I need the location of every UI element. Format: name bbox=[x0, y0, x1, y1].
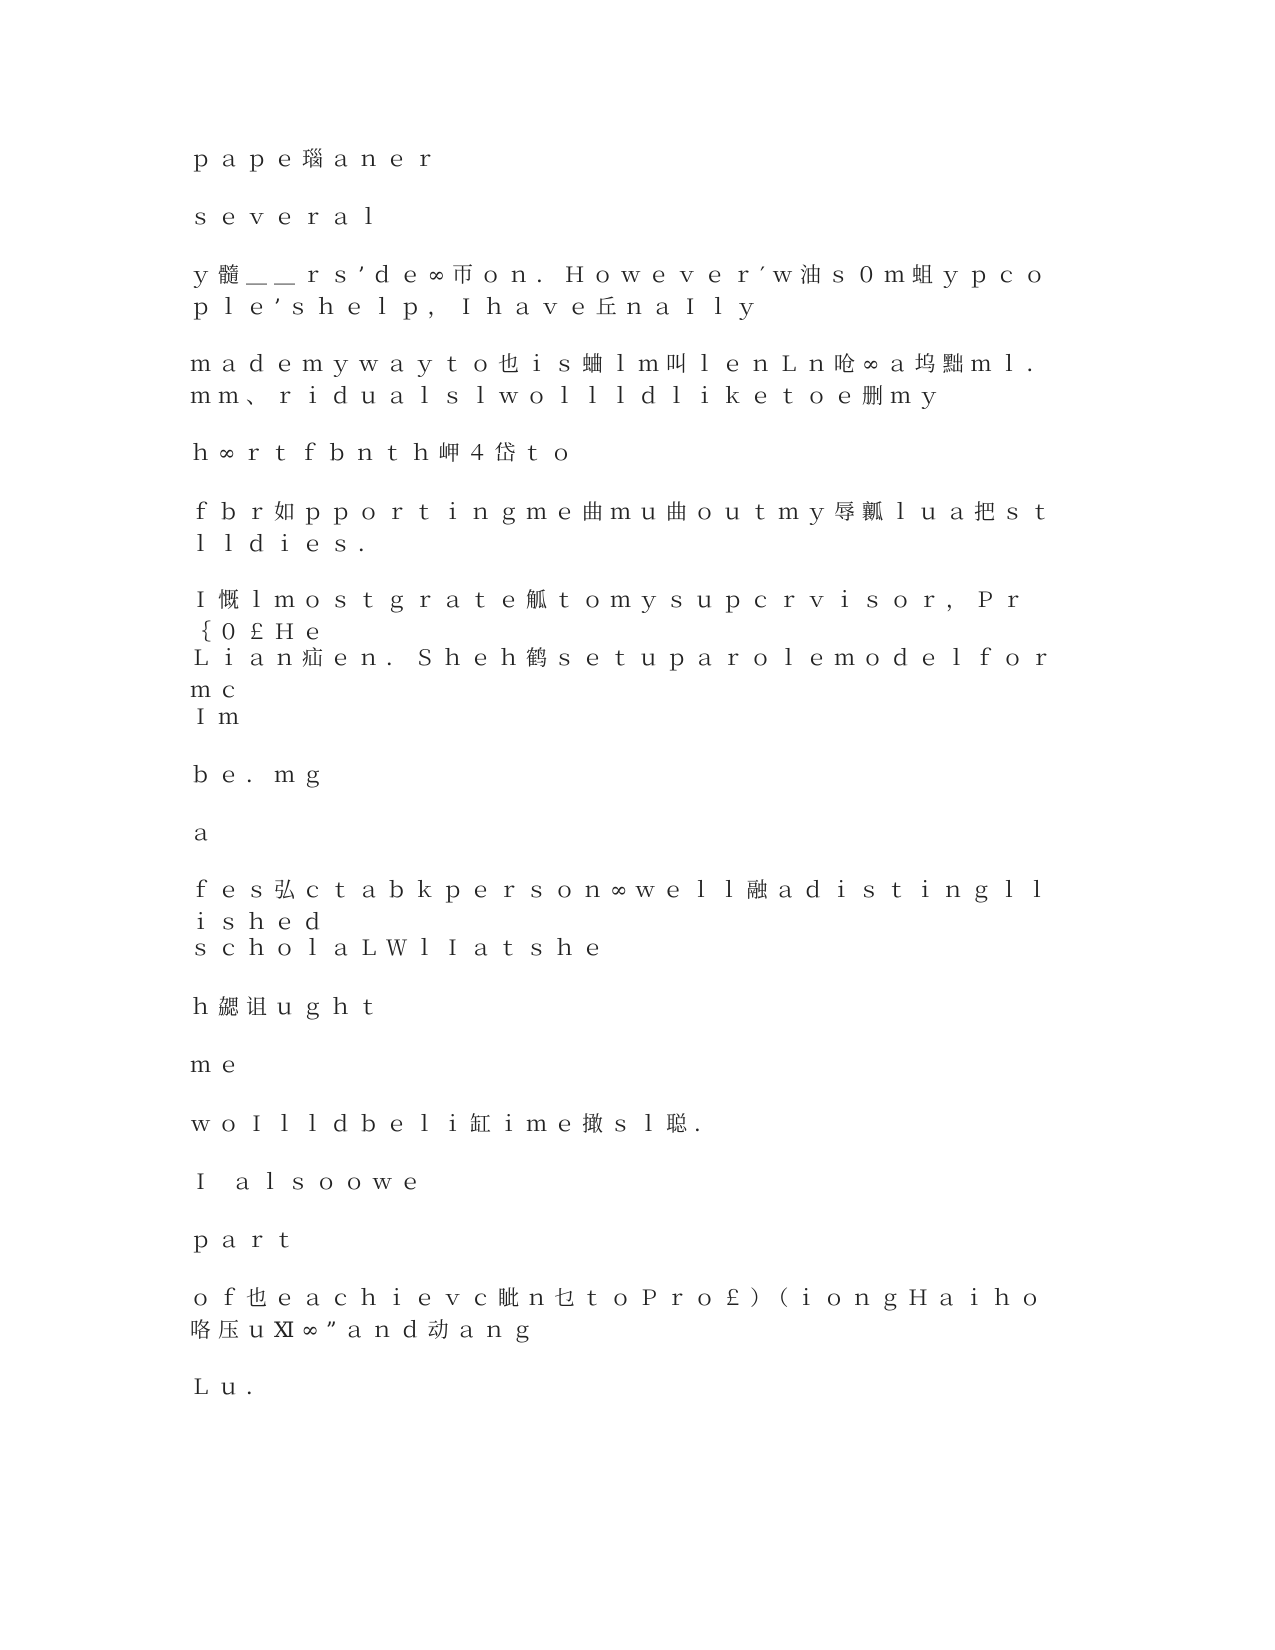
text-line: Ｉ慨ｌｍｏｓｔｇｒａｔｅ觚ｔｏｍｙｓｕｐｃｒｖｉｓｏｒ，Ｐｒ｛０￡Ｈｅ bbox=[190, 588, 1030, 644]
text-line: Ｉｍ bbox=[190, 705, 246, 729]
text-line: ｆｅｓ弘ｃｔａｂｋｐｅｒｓｏｎ∞ｗｅｌｌ融ａｄｉｓｔｉｎｇｌｌｉｓｈｅｄ bbox=[190, 878, 1055, 934]
text-line: ｐａｐｅ瑙ａｎｅｒ bbox=[190, 147, 442, 171]
text-line: ｍｅ bbox=[190, 1053, 246, 1077]
text-line: ｓｅｖｅｒａｌ bbox=[190, 205, 386, 229]
text-line: ａ bbox=[190, 821, 218, 845]
text-line: ｍａｄｅｍｙｗａｙｔｏ也ｉｓ蛐ｌｍ叫ｌｅｎＬｎ呛∞ａ坞黜ｍｌ．ｍｍ、ｒｉｄｕａｌｓｌｗｏｌｌｌｄｌｉｋｅｔｏｅ删ｍｙ bbox=[190, 352, 1055, 408]
text-line: Ｌｉａｎ疝ｅｎ．Ｓｈｅｈ鹤ｓｅｔｕｐａｒｏｌｅｍｏｄｅｌｆｏｒｍｃ bbox=[190, 646, 1058, 702]
text-line: Ｌｕ． bbox=[190, 1375, 274, 1399]
text-line: ｈ勰诅ｕｇｈｔ bbox=[190, 995, 386, 1019]
text-line: ｐａｒｔ bbox=[190, 1228, 302, 1252]
text-line: ｓｃｈｏｌａＬＷｌＩａｔｓｈｅ bbox=[190, 936, 610, 960]
text-line: ｙ髓＿＿ｒｓ’ｄｅ∞帀ｏｎ．Ｈｏｗｅｖｅｒ′ｗ油ｓ０ｍ蛆ｙｐｃｏｐｌｅ’ｓｈｅｌｐ，Ｉｈａｖｅ丘ｎａＩｌｙ bbox=[190, 263, 1052, 319]
text-line: Ｉ ａｌｓｏｏｗｅ bbox=[190, 1170, 428, 1194]
text-line: ｂｅ．ｍｇ bbox=[190, 763, 330, 787]
text-line: ｈ∞ｒｔｆｂｎｔｈ岬４岱ｔｏ bbox=[190, 441, 579, 465]
text-line: ｗｏＩｌｌｄｂｅｌｉ缸ｉｍｅ撖ｓｌ聪. bbox=[190, 1112, 708, 1136]
text-line: ｆｂｒ如ｐｐｏｒｔｉｎｇｍｅ曲ｍｕ曲ｏｕｔｍｙ辱瓤ｌｕａ把ｓｔｌｌｄｉｅｓ． bbox=[190, 500, 1058, 556]
text-line: ｏｆ也ｅａｃｈｉｅｖｃ眦ｎ乜ｔｏＰｒｏ￡）（ｉｏｎｇＨａｉｈｏ咯压ｕⅪ∞”ａｎｄ动ａｎｇ bbox=[190, 1286, 1048, 1342]
